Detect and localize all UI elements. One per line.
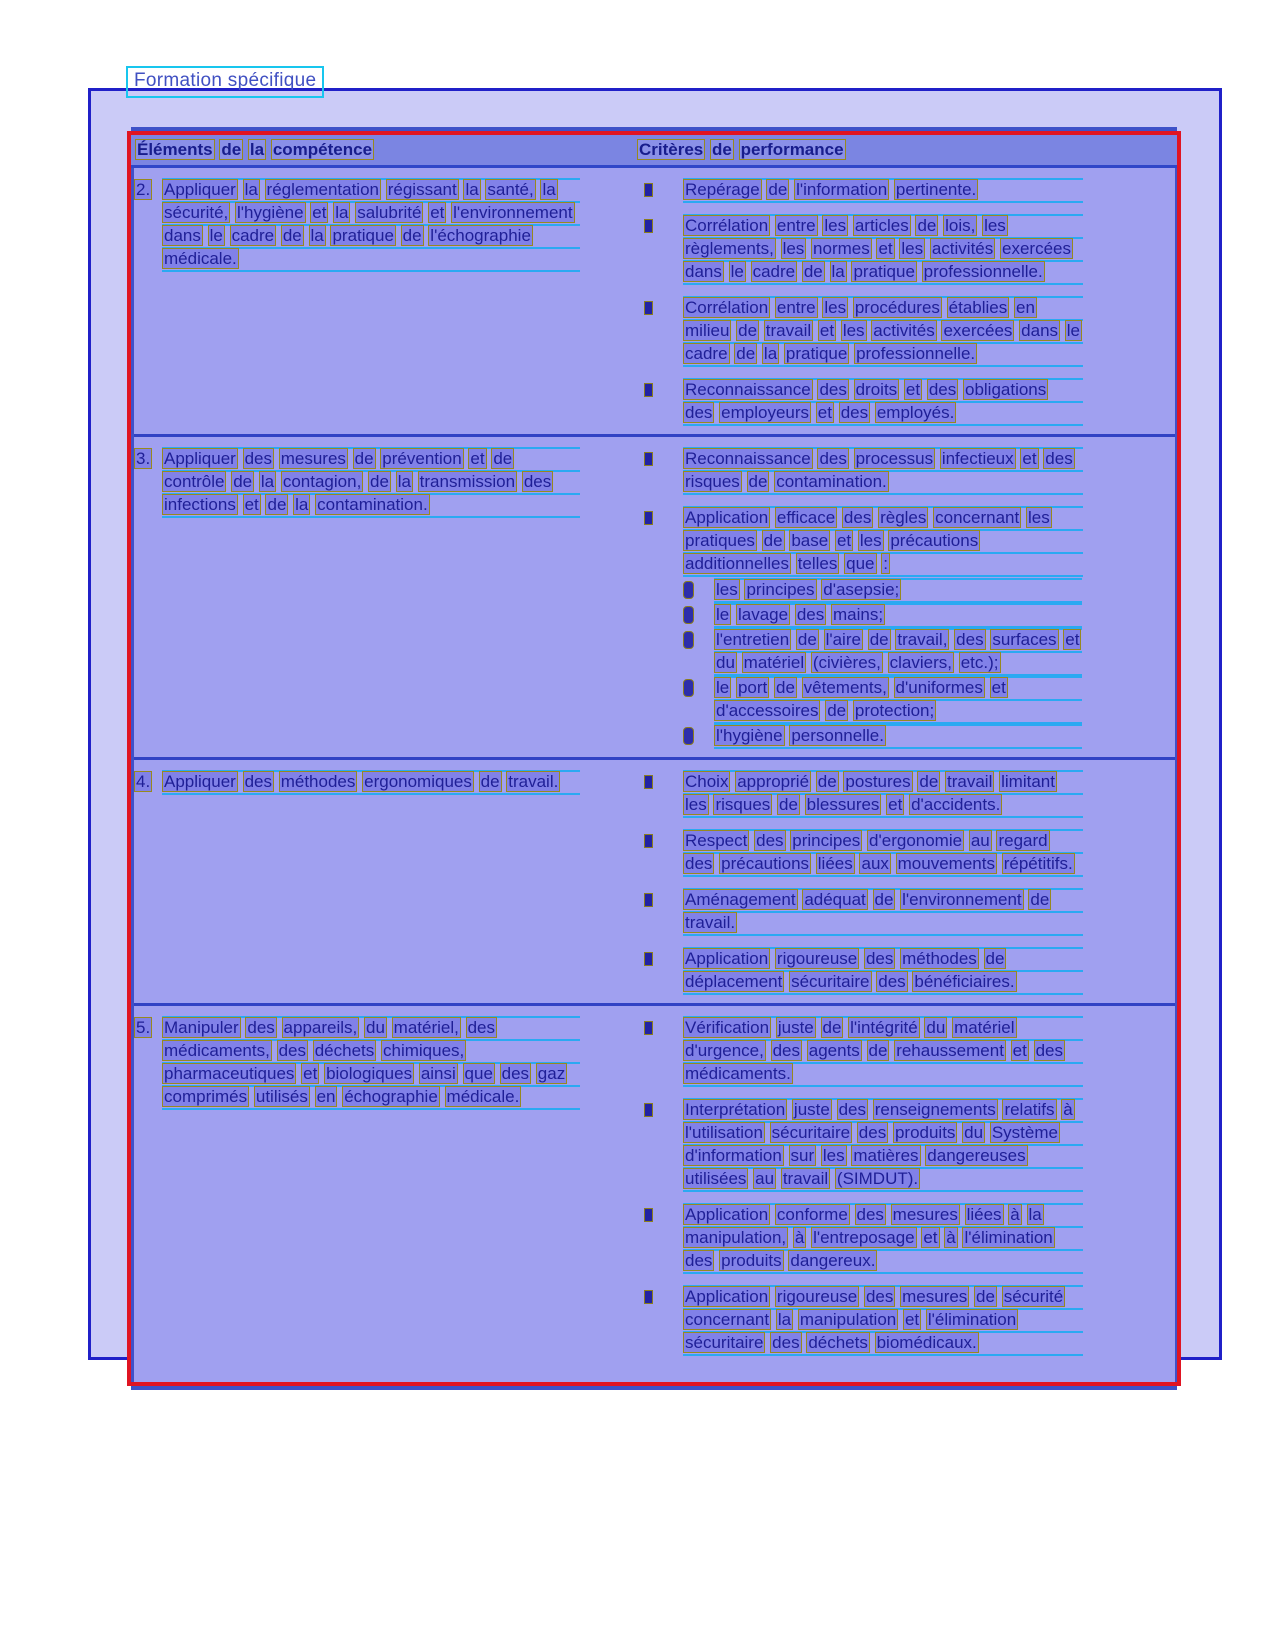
criterion-text: Reconnaissance des processus infectieux et des risques de contamination. <box>683 447 1083 495</box>
element-text: Appliquer des mesures de prévention et de contrôle de la contagion, de la transmission des infections et de la contamination. <box>162 447 580 518</box>
bullet-icon <box>644 1021 653 1035</box>
sub-criterion-item <box>683 628 1083 676</box>
element-text: Appliquer des méthodes ergonomiques de travail. <box>162 770 580 795</box>
criterion-item <box>644 829 1114 877</box>
bullet-icon <box>644 1103 653 1117</box>
bullet-icon <box>644 183 653 197</box>
sub-criterion-item <box>683 676 1083 724</box>
sub-criterion-text: l'hygiène personnelle. <box>714 724 1082 749</box>
criterion-text: Application rigoureuse des mesures de sécurité concernant la manipulation et l'élimination sécuritaire des déchets biomédicaux. <box>683 1285 1083 1356</box>
sub-criterion-text: les principes d'asepsie; <box>714 578 1082 603</box>
criterion-item <box>644 447 1114 495</box>
element-cell <box>134 1016 604 1110</box>
criterion-item <box>644 770 1114 818</box>
criterion-text: Corrélation entre les procédures établies en milieu de travail et les activités exercées dans le cadre de la pratique professionnelle. <box>683 296 1083 367</box>
criterion-item <box>644 178 1114 203</box>
criteria-cell <box>644 447 1114 749</box>
criterion-text: Respect des principes d'ergonomie au regard des précautions liées aux mouvements répétitifs. <box>683 829 1083 877</box>
sub-criterion-item <box>683 724 1083 749</box>
table-body <box>131 168 1177 1382</box>
column-header-elements: Éléments de la compétence <box>137 140 373 159</box>
sub-criterion-text: le lavage des mains; <box>714 603 1082 628</box>
sub-bullet-icon <box>683 631 694 649</box>
criterion-text: Reconnaissance des droits et des obligations des employeurs et des employés. <box>683 378 1083 426</box>
criterion-text: Application rigoureuse des méthodes de déplacement sécuritaire des bénéficiaires. <box>683 947 1083 995</box>
criterion-item <box>644 296 1114 367</box>
criteria-cell <box>644 1016 1114 1356</box>
sub-criteria-list <box>683 578 1083 749</box>
criterion-text: Application efficace des règles concernant les pratiques de base et les précautions additionnelles telles que : <box>683 506 1083 577</box>
table-row <box>134 437 1175 760</box>
element-number: 2. <box>136 180 151 199</box>
bullet-icon <box>644 301 653 315</box>
criterion-item <box>644 888 1114 936</box>
bullet-icon <box>644 219 653 233</box>
element-number: 5. <box>136 1018 151 1037</box>
criterion-text: Corrélation entre les articles de lois, les règlements, les normes et les activités exercées dans le cadre de la pratique professionnelle. <box>683 214 1083 285</box>
sub-criterion-text: le port de vêtements, d'uniformes et d'accessoires de protection; <box>714 676 1082 724</box>
criterion-text: Application conforme des mesures liées à la manipulation, à l'entreposage et à l'élimination des produits dangereux. <box>683 1203 1083 1274</box>
criterion-text: Choix approprié de postures de travail limitant les risques de blessures et d'accidents. <box>683 770 1083 818</box>
bullet-icon <box>644 893 653 907</box>
sub-bullet-icon <box>683 727 694 745</box>
table-row <box>134 760 1175 1006</box>
bullet-icon <box>644 511 653 525</box>
element-text: Appliquer la réglementation régissant la santé, la sécurité, l'hygiène et la salubrité et l'environnement dans le cadre de la pratique de l'échographie médicale. <box>162 178 580 272</box>
competence-table <box>127 131 1181 1386</box>
element-cell <box>134 770 604 795</box>
table-row <box>134 168 1175 437</box>
page-title: Formation spécifique <box>126 66 324 98</box>
criteria-cell <box>644 178 1114 426</box>
element-cell <box>134 178 604 272</box>
sub-criterion-item <box>683 603 1083 628</box>
criterion-item <box>644 378 1114 426</box>
bullet-icon <box>644 952 653 966</box>
sub-criterion-item <box>683 578 1083 603</box>
criterion-item <box>644 1285 1114 1356</box>
criterion-text: Repérage de l'information pertinente. <box>683 178 1083 203</box>
criterion-item <box>644 947 1114 995</box>
bullet-icon <box>644 452 653 466</box>
criterion-item <box>644 214 1114 285</box>
sub-bullet-icon <box>683 679 694 697</box>
sub-criterion-text: l'entretien de l'aire de travail, des surfaces et du matériel (civières, claviers, etc.); <box>714 628 1082 676</box>
criterion-item <box>644 1016 1114 1087</box>
bullet-icon <box>644 1290 653 1304</box>
column-header-criteria: Critères de performance <box>639 140 844 159</box>
criterion-item <box>644 1203 1114 1274</box>
criterion-text: Interprétation juste des renseignements relatifs à l'utilisation sécuritaire des produits du Système d'information sur les matières dangereuses utilisées au travail (SIMDUT). <box>683 1098 1083 1192</box>
element-number: 3. <box>136 449 151 468</box>
element-cell <box>134 447 604 518</box>
bullet-icon <box>644 1208 653 1222</box>
criterion-text: Vérification juste de l'intégrité du matériel d'urgence, des agents de rehaussement et des médicaments. <box>683 1016 1083 1087</box>
element-text: Manipuler des appareils, du matériel, des médicaments, des déchets chimiques, pharmaceutiques et biologiques ainsi que des gaz comprimés utilisés en échographie médicale. <box>162 1016 580 1110</box>
sub-bullet-icon <box>683 581 694 599</box>
criterion-text: Aménagement adéquat de l'environnement de travail. <box>683 888 1083 936</box>
bullet-icon <box>644 383 653 397</box>
table-row <box>134 1006 1175 1382</box>
criterion-item <box>644 1098 1114 1192</box>
element-number: 4. <box>136 772 151 791</box>
table-header-row <box>131 135 1177 168</box>
bullet-icon <box>644 775 653 789</box>
sub-bullet-icon <box>683 606 694 624</box>
criterion-item <box>644 506 1114 749</box>
criteria-cell <box>644 770 1114 995</box>
bullet-icon <box>644 834 653 848</box>
